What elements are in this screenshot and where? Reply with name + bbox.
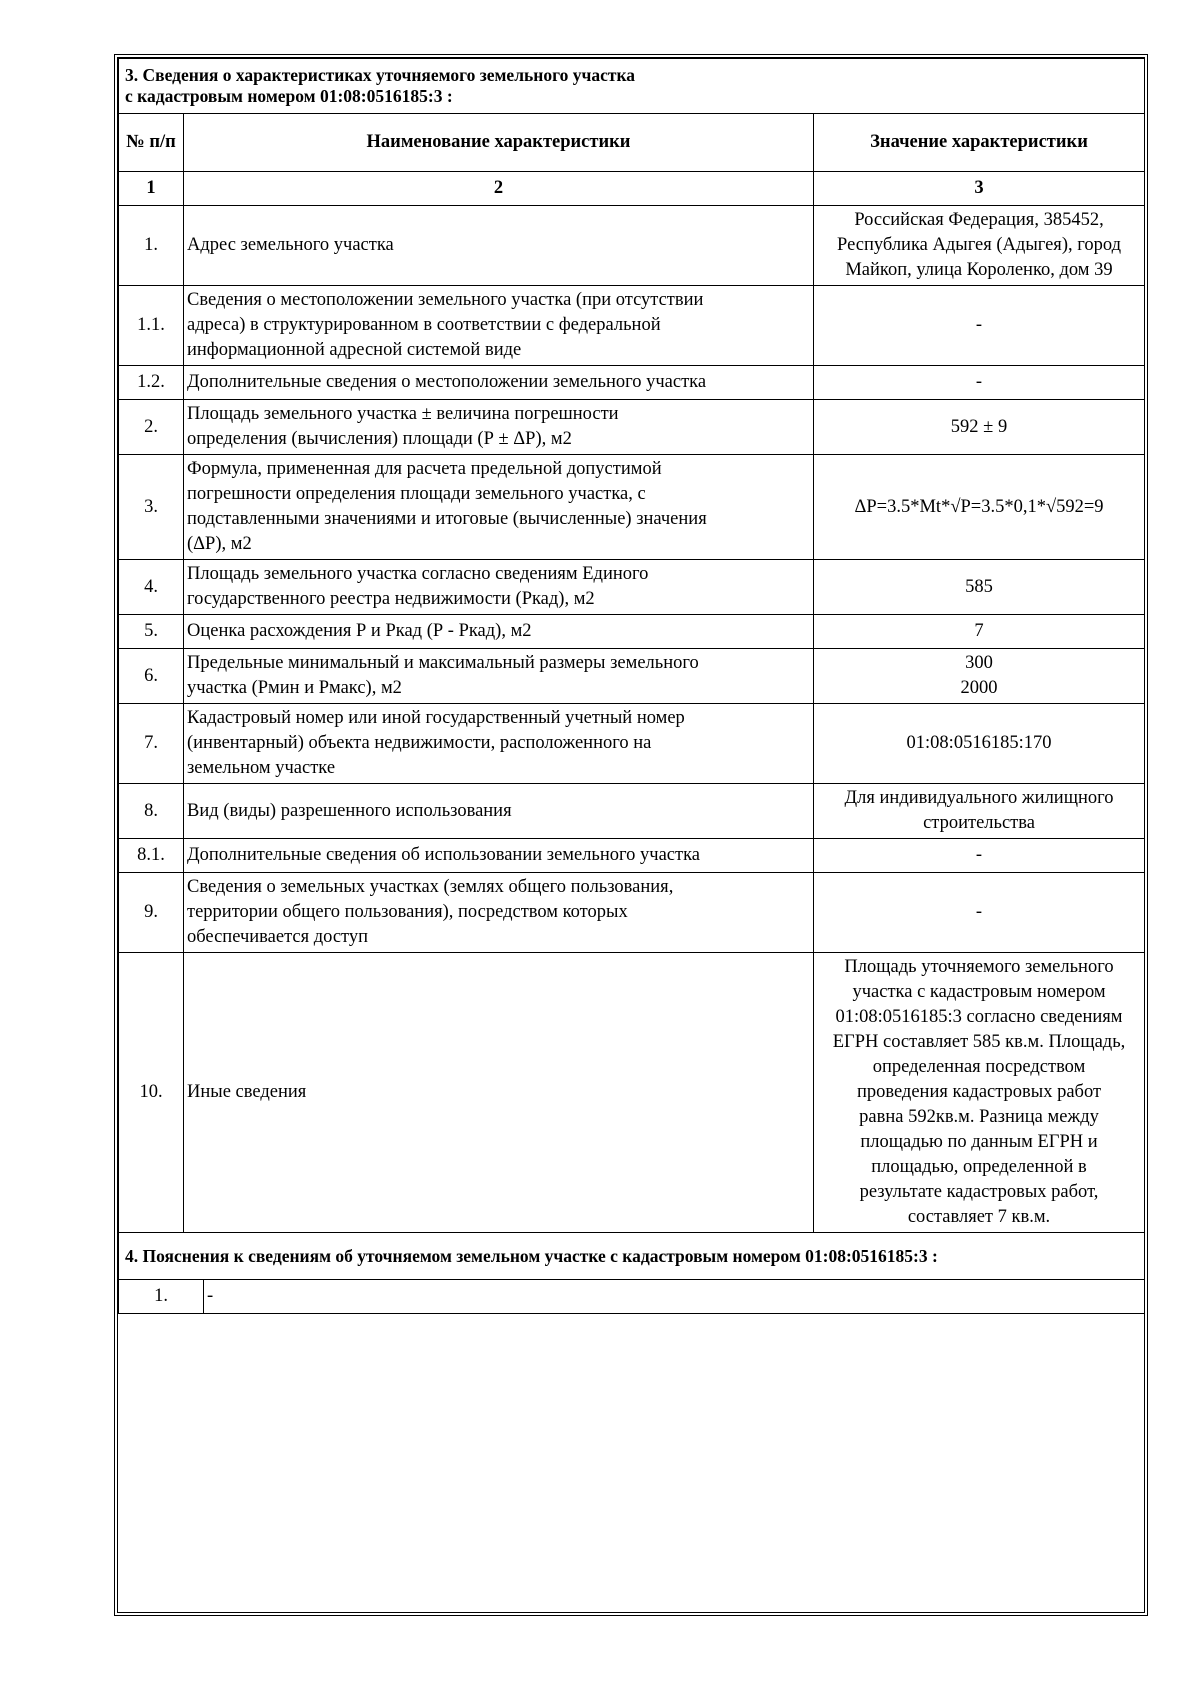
characteristic-value-line: -	[975, 315, 983, 335]
table-row	[119, 953, 1145, 1233]
section4-title-row	[119, 1233, 1145, 1280]
characteristic-value-line: 01:08:0516185:3 согласно сведениям	[835, 1007, 1123, 1027]
characteristic-name-line: Формула, примененная для расчета предельной допустимой	[187, 459, 662, 479]
row-number: 8.	[119, 784, 184, 839]
characteristic-value-line: 01:08:0516185:170	[906, 733, 1052, 753]
table-row	[119, 206, 1145, 286]
characteristic-value-line: ΔP=3.5*Mt*√P=3.5*0,1*√592=9	[854, 496, 1104, 517]
characteristic-name-line: государственного реестра недвижимости (Ркад), м2	[187, 589, 595, 609]
section3-title-line2: с кадастровым номером 01:08:0516185:3 :	[125, 86, 453, 106]
characteristic-value-line: 2000	[960, 678, 998, 698]
document-frame	[114, 54, 1148, 1616]
characteristic-value-line: 585	[965, 576, 993, 597]
characteristic-value-line: результате кадастровых работ,	[859, 1182, 1099, 1202]
characteristic-value-line: 300	[965, 653, 993, 673]
characteristic-name-line: Предельные минимальный и максимальный размеры земельного	[187, 653, 699, 673]
characteristic-name-line: Площадь земельного участка ± величина погрешности	[187, 404, 619, 424]
characteristic-name-line: Кадастровый номер или иной государственный учетный номер	[187, 708, 685, 728]
characteristic-value-line: равна 592кв.м. Разница между	[859, 1107, 1099, 1127]
characteristic-name-line: Сведения о земельных участках (землях общего пользования,	[187, 877, 674, 897]
row-number: 10.	[119, 953, 184, 1233]
characteristic-value	[814, 839, 1145, 873]
characteristic-value-line: -	[975, 372, 983, 392]
characteristic-name: Дополнительные сведения о местоположении земельного участка	[184, 366, 814, 400]
characteristic-value-line: Для индивидуального жилищного	[844, 788, 1114, 808]
characteristic-value-line: определенная посредством	[872, 1057, 1086, 1077]
characteristic-value-line: ЕГРН составляет 585 кв.м. Площадь,	[832, 1032, 1126, 1052]
characteristic-name	[184, 873, 814, 953]
characteristic-value	[814, 704, 1145, 784]
section4-item-row	[119, 1280, 1145, 1314]
characteristic-value	[814, 560, 1145, 615]
table-row	[119, 784, 1145, 839]
characteristic-value	[814, 400, 1145, 455]
characteristic-name-line: определения (вычисления) площади (Р ± ΔР), м2	[187, 429, 572, 449]
section3-title-line1: 3. Сведения о характеристиках уточняемого земельного участка	[125, 65, 636, 85]
characteristic-name: Оценка расхождения Р и Ркад (Р - Ркад), м2	[184, 615, 814, 649]
table-row	[119, 704, 1145, 784]
characteristic-value	[814, 206, 1145, 286]
characteristic-name	[184, 649, 814, 704]
characteristic-name-line: земельном участке	[187, 758, 336, 778]
characteristic-name-line: информационной адресной системой виде	[187, 340, 522, 360]
header-num: № п/п	[119, 114, 184, 172]
characteristic-name-line: участка (Рмин и Рмакс), м2	[187, 678, 402, 698]
characteristic-value-line: площадью по данным ЕГРН и	[860, 1132, 1098, 1152]
table-row	[119, 839, 1145, 873]
characteristic-value-line: площадью, определенной в	[871, 1157, 1087, 1177]
row-number: 4.	[119, 560, 184, 615]
characteristic-value-line: строительства	[923, 813, 1035, 833]
index-row	[119, 172, 1145, 206]
row-number: 7.	[119, 704, 184, 784]
characteristic-name-line: адреса) в структурированном в соответствии с федеральной	[187, 315, 661, 335]
row-number: 9.	[119, 873, 184, 953]
characteristic-name	[184, 400, 814, 455]
row-number: 1.	[119, 206, 184, 286]
characteristic-value-line: проведения кадастровых работ	[856, 1082, 1102, 1102]
characteristic-value-line: -	[975, 845, 983, 865]
characteristic-value-line: участка с кадастровым номером	[852, 982, 1106, 1002]
characteristic-value	[814, 953, 1145, 1233]
table-row	[119, 615, 1145, 649]
characteristic-name	[184, 704, 814, 784]
characteristic-name: Вид (виды) разрешенного использования	[184, 784, 814, 839]
characteristic-name: Дополнительные сведения об использовании земельного участка	[184, 839, 814, 873]
section4-table	[118, 1232, 1145, 1314]
section4-item-num: 1.	[119, 1280, 204, 1314]
characteristic-value	[814, 784, 1145, 839]
characteristic-value-line: Майкоп, улица Короленко, дом 39	[845, 260, 1113, 280]
table-row	[119, 873, 1145, 953]
characteristic-value-line: 592 ± 9	[950, 416, 1008, 437]
row-number: 5.	[119, 615, 184, 649]
row-number: 1.1.	[119, 286, 184, 366]
characteristic-name-line: обеспечивается доступ	[187, 927, 369, 947]
characteristic-value	[814, 455, 1145, 560]
table-row	[119, 455, 1145, 560]
characteristic-name-line: (инвентарный) объекта недвижимости, расположенного на	[187, 733, 652, 753]
characteristic-value	[814, 873, 1145, 953]
row-number: 2.	[119, 400, 184, 455]
characteristic-value	[814, 649, 1145, 704]
index-cell-3: 3	[814, 172, 1145, 206]
section4-title: 4. Пояснения к сведениям об уточняемом земельном участке с кадастровым номером 01:08:0516185:3 :	[119, 1233, 1145, 1280]
index-cell-2: 2	[184, 172, 814, 206]
table-row	[119, 400, 1145, 455]
table-row	[119, 649, 1145, 704]
characteristic-name	[184, 286, 814, 366]
index-cell-1: 1	[119, 172, 184, 206]
characteristic-name	[184, 560, 814, 615]
characteristic-name-line: подставленными значениями и итоговые (вычисленные) значения	[187, 509, 707, 529]
section3-title	[119, 59, 1145, 114]
characteristic-value	[814, 366, 1145, 400]
characteristic-name-line: территории общего пользования), посредством которых	[187, 902, 628, 922]
row-number: 6.	[119, 649, 184, 704]
row-number: 3.	[119, 455, 184, 560]
characteristic-value	[814, 286, 1145, 366]
characteristic-name-line: Площадь земельного участка согласно сведениям Единого	[187, 564, 649, 584]
characteristic-value-line: Республика Адыгея (Адыгея), город	[837, 235, 1121, 255]
characteristic-value-line: составляет 7 кв.м.	[907, 1207, 1051, 1227]
characteristic-name-line: погрешности определения площади земельного участка, с	[187, 484, 646, 504]
header-row	[119, 114, 1145, 172]
row-number: 1.2.	[119, 366, 184, 400]
section4-item-text: -	[204, 1280, 1145, 1314]
characteristic-value	[814, 615, 1145, 649]
header-name: Наименование характеристики	[184, 114, 814, 172]
row-number: 8.1.	[119, 839, 184, 873]
characteristic-value-line: Российская Федерация, 385452,	[854, 210, 1104, 230]
table-row	[119, 286, 1145, 366]
characteristic-name-line: (ΔР), м2	[187, 534, 252, 554]
header-value: Значение характеристики	[814, 114, 1145, 172]
table-row	[119, 366, 1145, 400]
section3-title-row	[119, 59, 1145, 114]
characteristic-value-line: Площадь уточняемого земельного	[844, 957, 1114, 977]
characteristic-value-line: 7	[974, 621, 984, 641]
characteristic-name: Адрес земельного участка	[184, 206, 814, 286]
characteristic-value-line: -	[975, 902, 983, 922]
section3-table	[118, 58, 1145, 1233]
table-row	[119, 560, 1145, 615]
characteristic-name	[184, 455, 814, 560]
characteristic-name-line: Сведения о местоположении земельного участка (при отсутствии	[187, 290, 704, 310]
characteristic-name: Иные сведения	[184, 953, 814, 1233]
